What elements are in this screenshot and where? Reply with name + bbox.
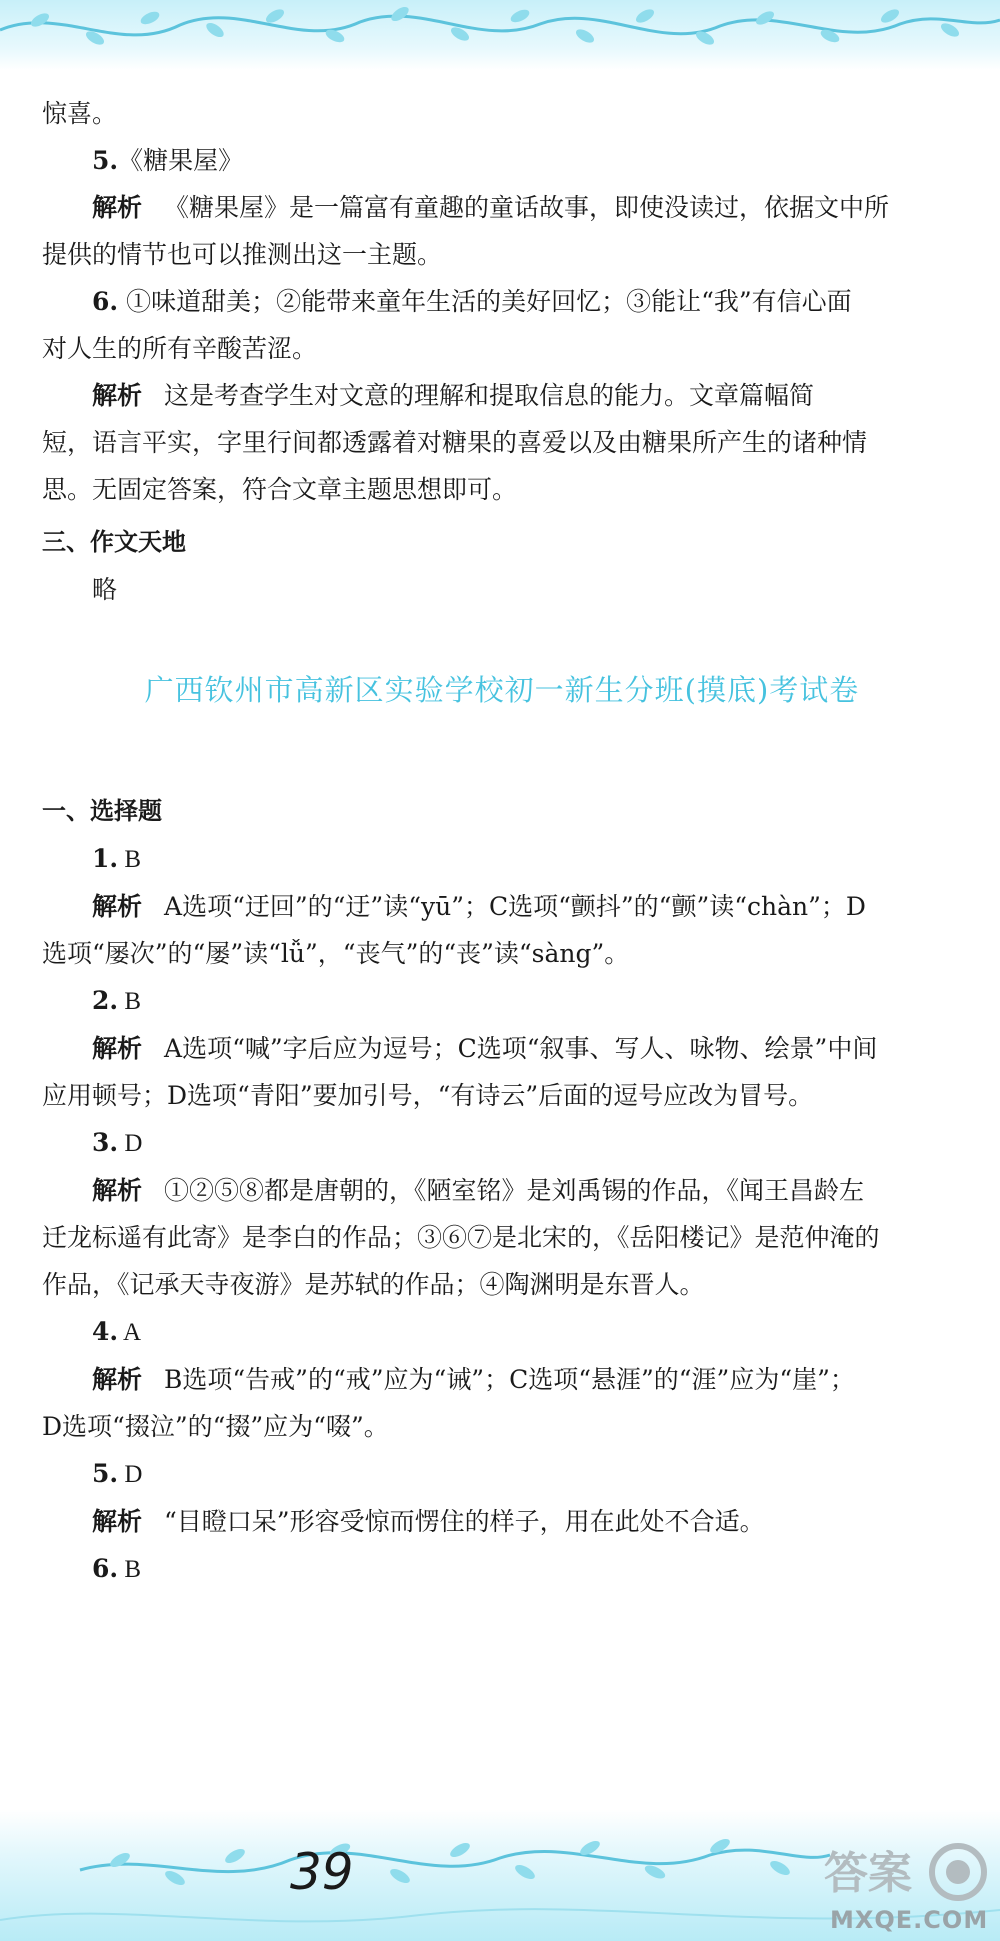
- section-heading: 一、选择题: [42, 797, 162, 825]
- question-choice: B: [118, 988, 142, 1015]
- question-choice: D: [118, 1461, 143, 1488]
- question-number: 1.: [92, 844, 119, 873]
- analysis-line: 思。无固定答案，符合文章主题思想即可。: [42, 475, 518, 504]
- question-answer: [42, 1308, 962, 1356]
- analysis-line: 短，语言平实，字里行间都透露着对糖果的喜爱以及由糖果所产生的诸种情: [42, 428, 868, 457]
- page-number: 39: [290, 1843, 354, 1901]
- answer-line: 略: [92, 575, 118, 604]
- analysis-line: [42, 1025, 962, 1072]
- exam-title: 广西钦州市高新区实验学校初一新生分班(摸底)考试卷: [144, 673, 860, 707]
- question-choice: D: [118, 1130, 143, 1157]
- question-choice: B: [118, 846, 142, 873]
- answer-page-content: [42, 90, 962, 1593]
- question-number: 5.: [92, 1459, 119, 1488]
- analysis-line: 作品，《记承天寺夜游》是苏轼的作品；④陶渊明是东晋人。: [42, 1270, 705, 1299]
- analysis-label: 解析: [92, 1034, 143, 1063]
- question-choice: B: [118, 1556, 142, 1583]
- question-answer: [42, 1545, 962, 1593]
- svg-text:答案: 答案: [824, 1848, 912, 1899]
- text-line: 惊喜。: [42, 99, 118, 128]
- analysis-line: 提供的情节也可以推测出这一主题。: [42, 240, 443, 269]
- question-number: 2.: [92, 986, 119, 1015]
- question-answer: 6. ①味道甜美；②能带来童年生活的美好回忆；③能让“我”有信心面: [92, 287, 852, 316]
- question-answer: [42, 1450, 962, 1498]
- analysis-text: ①②⑤⑧都是唐朝的，《陋室铭》是刘禹锡的作品，《闻王昌龄左: [164, 1176, 865, 1205]
- analysis-text: B选项“告戒”的“戒”应为“诫”；C选项“悬涯”的“涯”应为“崖”；: [164, 1365, 855, 1394]
- analysis-line: [42, 1356, 962, 1403]
- question-answer: [42, 977, 962, 1025]
- analysis-line: 解析 这是考查学生对文意的理解和提取信息的能力。文章篇幅简: [92, 381, 815, 410]
- analysis-line: [42, 1498, 962, 1545]
- question-number: 3.: [92, 1128, 119, 1157]
- analysis-line: 解析 《糖果屋》是一篇富有童趣的童话故事，即使没读过，依据文中所: [92, 193, 890, 222]
- analysis-label: 解析: [92, 1507, 143, 1536]
- answer-line: 对人生的所有辛酸苦涩。: [42, 334, 318, 363]
- watermark-text: MXQE.COM: [830, 1906, 989, 1934]
- question-number: 6.: [92, 1554, 119, 1583]
- top-decorative-band: [0, 0, 1000, 70]
- analysis-text: A选项“迂回”的“迂”读“yū”；C选项“颤抖”的“颤”读“chàn”；D: [164, 892, 866, 921]
- question-answer: 5.《糖果屋》: [92, 146, 244, 175]
- question-answer: [42, 835, 962, 883]
- analysis-line: D选项“掇泣”的“掇”应为“啜”。: [42, 1412, 389, 1441]
- vine-pattern-top-icon: [0, 0, 1000, 70]
- question-list: [42, 835, 962, 1593]
- analysis-label: 解析: [92, 892, 143, 921]
- question-answer: [42, 1119, 962, 1167]
- question-choice: A: [118, 1319, 142, 1346]
- analysis-text: A选项“喊”字后应为逗号；C选项“叙事、写人、咏物、绘景”中间: [164, 1034, 878, 1063]
- analysis-line: 选项“屡次”的“屡”读“lǚ”，“丧气”的“丧”读“sàng”。: [42, 939, 630, 968]
- analysis-line: [42, 1167, 962, 1214]
- section-heading: 三、作文天地: [42, 528, 186, 556]
- analysis-line: 迁龙标遥有此寄》是李白的作品；③⑥⑦是北宋的，《岳阳楼记》是范仲淹的: [42, 1223, 880, 1252]
- question-number: 4.: [92, 1317, 119, 1346]
- analysis-label: 解析: [92, 1365, 143, 1394]
- analysis-line: 应用顿号；D选项“青阳”要加引号，“有诗云”后面的逗号应改为冒号。: [42, 1081, 814, 1110]
- analysis-line: [42, 883, 962, 930]
- analysis-text: “目瞪口呆”形容受惊而愣住的样子，用在此处不合适。: [164, 1507, 765, 1536]
- analysis-label: 解析: [92, 1176, 143, 1205]
